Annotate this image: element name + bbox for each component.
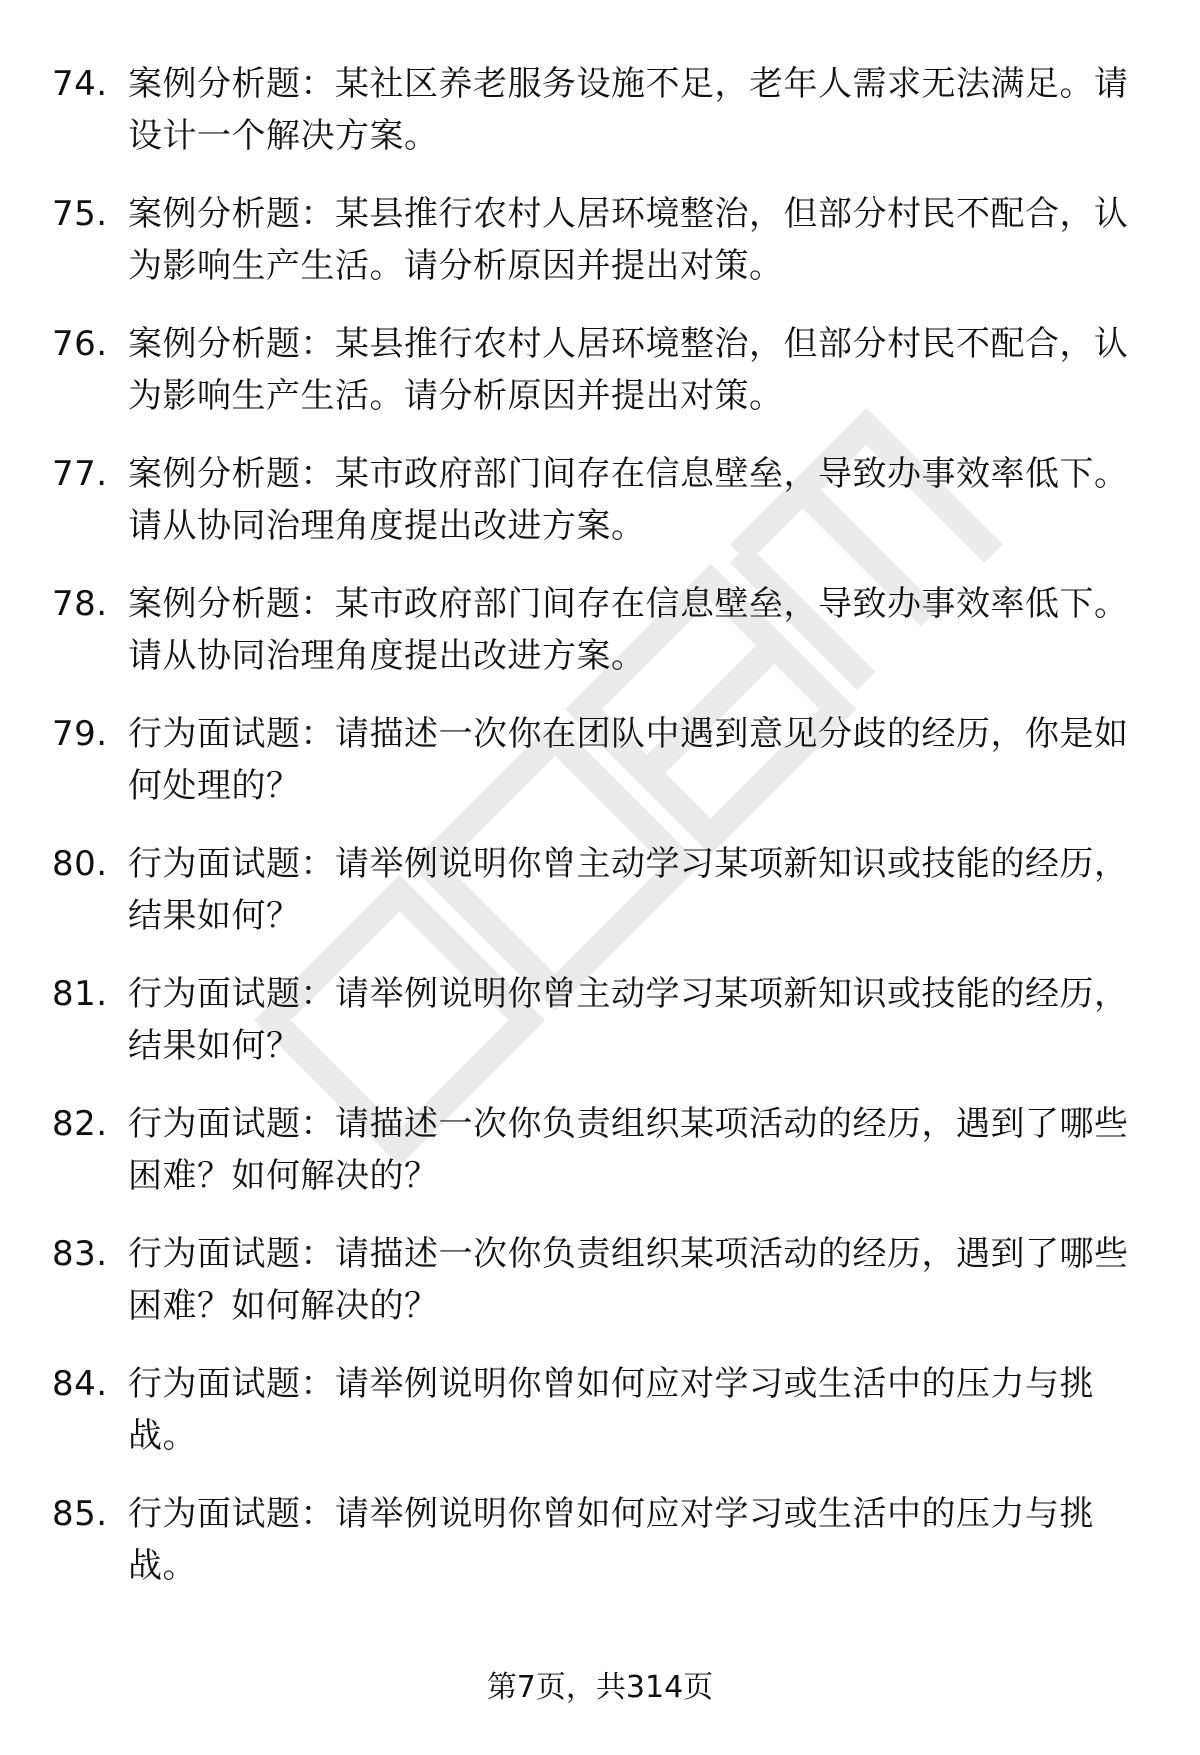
question-item (52, 58, 1152, 162)
question-item (52, 448, 1152, 552)
question-item (52, 578, 1152, 682)
question-text: 行为面试题：请描述一次你负责组织某项活动的经历，遇到了哪些困难？如何解决的？ (128, 1234, 1129, 1326)
question-text: 案例分析题：某市政府部门间存在信息壁垒，导致办事效率低下。请从协同治理角度提出改进方案。 (128, 454, 1129, 546)
question-text: 案例分析题：某县推行农村人居环境整治，但部分村民不配合，认为影响生产生活。请分析原因并提出对策。 (128, 324, 1129, 416)
question-text: 行为面试题：请举例说明你曾如何应对学习或生活中的压力与挑战。 (128, 1494, 1094, 1586)
question-item (52, 1228, 1152, 1332)
question-item (52, 838, 1152, 942)
question-number: 78. (52, 584, 108, 624)
question-number: 77. (52, 454, 108, 494)
page-indicator: 第7页，共314页 (486, 1670, 714, 1705)
question-number: 80. (52, 844, 108, 884)
question-item (52, 1358, 1152, 1462)
question-text: 案例分析题：某县推行农村人居环境整治，但部分村民不配合，认为影响生产生活。请分析原因并提出对策。 (128, 194, 1129, 286)
question-number: 82. (52, 1104, 108, 1144)
question-number: 74. (52, 64, 108, 104)
question-number: 76. (52, 324, 108, 364)
question-item (52, 188, 1152, 292)
question-list (52, 58, 1152, 1618)
question-number: 83. (52, 1234, 108, 1274)
question-text: 案例分析题：某市政府部门间存在信息壁垒，导致办事效率低下。请从协同治理角度提出改进方案。 (128, 584, 1129, 676)
question-number: 84. (52, 1364, 108, 1404)
question-text: 行为面试题：请举例说明你曾主动学习某项新知识或技能的经历，结果如何？ (128, 974, 1129, 1066)
question-number: 85. (52, 1494, 108, 1534)
question-item (52, 968, 1152, 1072)
question-item (52, 1488, 1152, 1592)
question-text: 案例分析题：某社区养老服务设施不足，老年人需求无法满足。请设计一个解决方案。 (128, 64, 1129, 156)
question-text: 行为面试题：请描述一次你在团队中遇到意见分歧的经历，你是如何处理的？ (128, 714, 1129, 806)
question-item (52, 318, 1152, 422)
question-text: 行为面试题：请描述一次你负责组织某项活动的经历，遇到了哪些困难？如何解决的？ (128, 1104, 1129, 1196)
question-item (52, 1098, 1152, 1202)
question-number: 75. (52, 194, 108, 234)
question-number: 79. (52, 714, 108, 754)
question-number: 81. (52, 974, 108, 1014)
question-text: 行为面试题：请举例说明你曾如何应对学习或生活中的压力与挑战。 (128, 1364, 1094, 1456)
question-item (52, 708, 1152, 812)
question-text: 行为面试题：请举例说明你曾主动学习某项新知识或技能的经历，结果如何？ (128, 844, 1129, 936)
